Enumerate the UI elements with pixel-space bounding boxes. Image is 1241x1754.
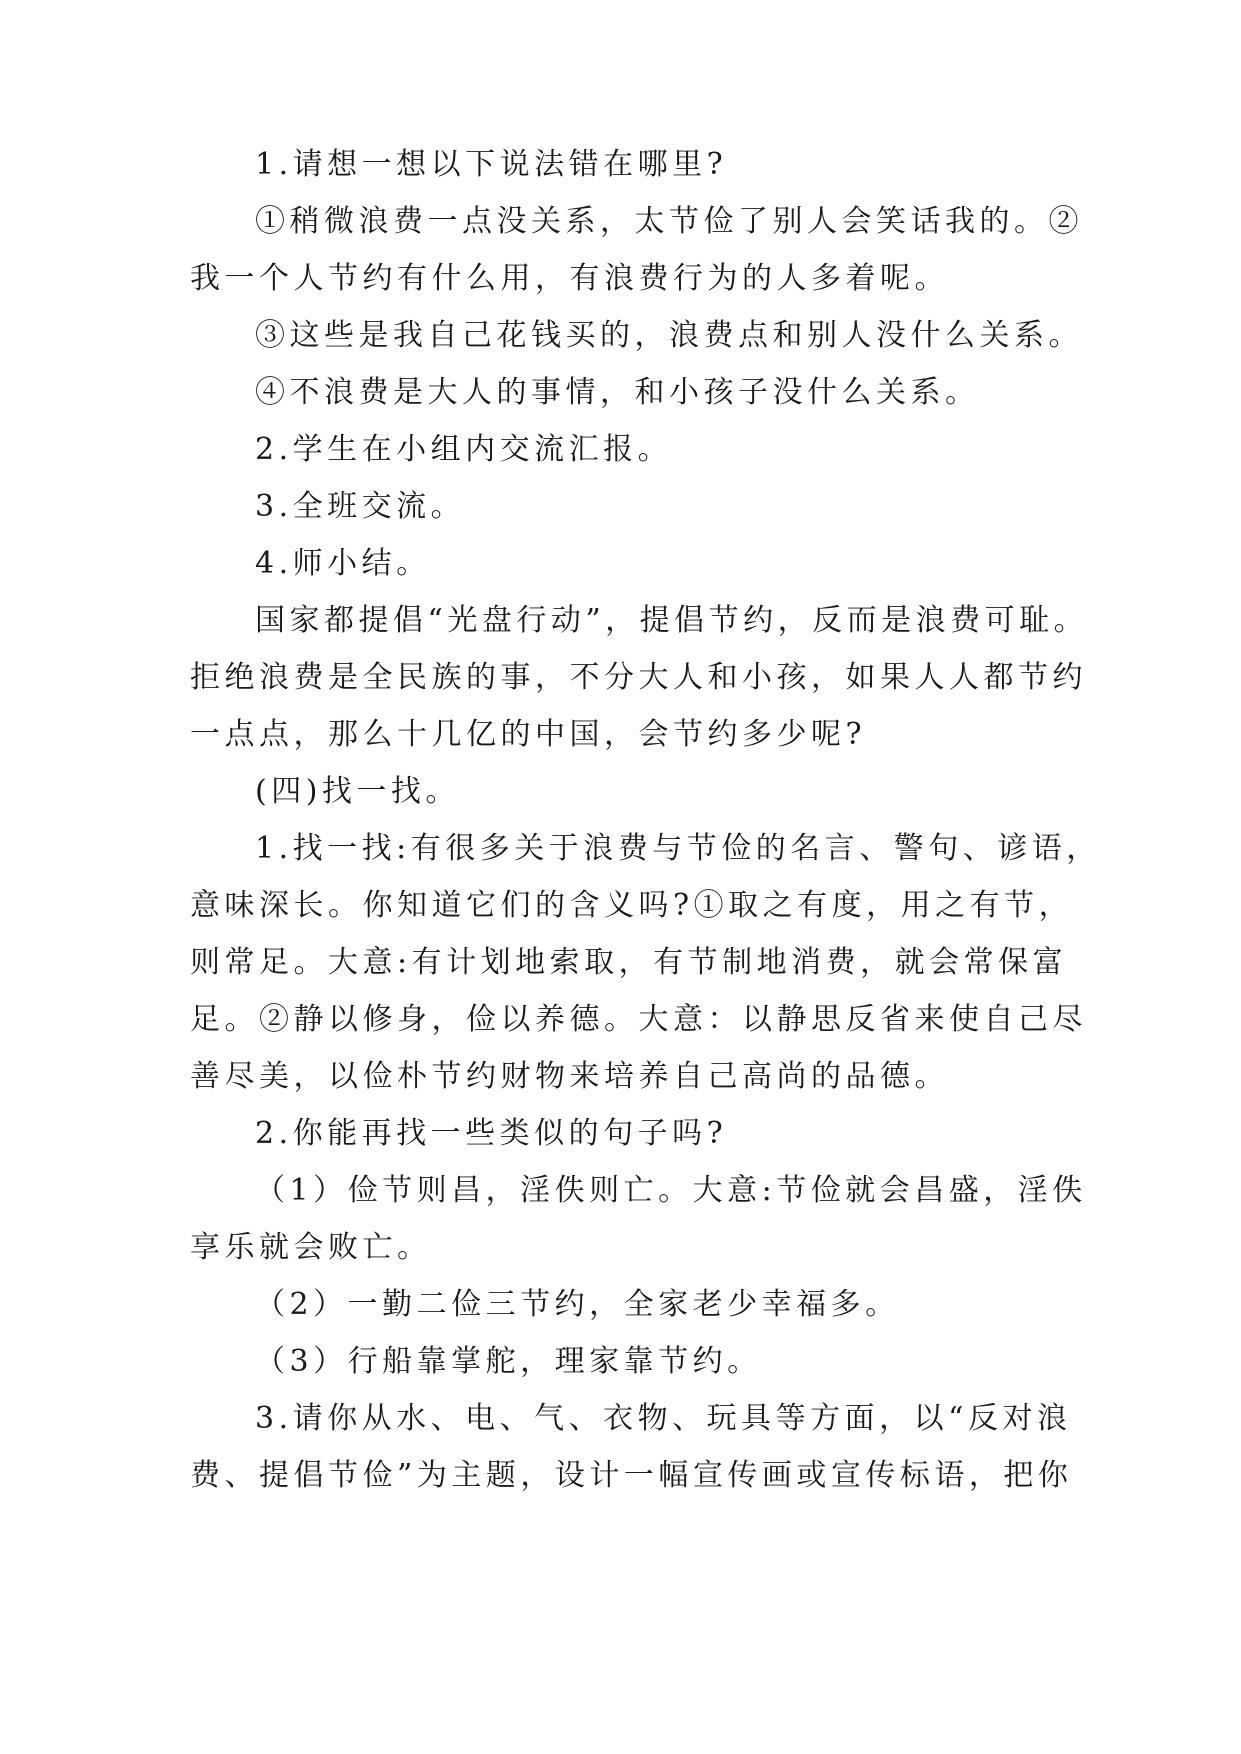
find-3-line-2: 费、提倡节俭”为主题，设计一幅宣传画或宣传标语，把你 <box>190 1458 1073 1493</box>
summary-line-1: 国家都提倡“光盘行动”，提倡节约，反而是浪费可耻。 <box>255 603 1089 638</box>
summary-line-3: 一点点，那么十几亿的中国，会节约多少呢? <box>190 717 867 752</box>
summary-line-2: 拒绝浪费是全民族的事，不分大人和小孩，如果人人都节约 <box>190 660 1087 695</box>
statement-4-line: ④不浪费是大人的事情，和小孩子没什么关系。 <box>255 375 980 410</box>
find-1-line-2: 意味深长。你知道它们的含义吗?①取之有度，用之有节， <box>190 888 1074 923</box>
proverb-3-line: （3）行船靠掌舵，理家靠节约。 <box>255 1344 762 1379</box>
find-1-line-5: 善尽美，以俭朴节约财物来培养自己高尚的品德。 <box>190 1059 949 1094</box>
section-heading: (四)找一找。 <box>255 774 460 809</box>
statement-3-line: ③这些是我自己花钱买的，浪费点和别人没什么关系。 <box>255 318 1083 353</box>
question-1-line: 1.请想一想以下说法错在哪里? <box>255 147 728 182</box>
statement-1-2-line: ①稍微浪费一点没关系，太节俭了别人会笑话我的。② <box>255 204 1083 239</box>
step-4-line: 4.师小结。 <box>255 546 431 581</box>
step-3-line: 3.全班交流。 <box>255 489 466 524</box>
find-1-line-1: 1.找一找:有很多关于浪费与节俭的名言、警句、谚语， <box>255 831 1101 866</box>
proverb-2-line: （2）一勤二俭三节约，全家老少幸福多。 <box>255 1287 900 1322</box>
find-1-line-3: 则常足。大意:有计划地索取，有节制地消费，就会常保富 <box>190 945 1068 980</box>
statement-2-cont-line: 我一个人节约有什么用，有浪费行为的人多着呢。 <box>190 261 949 296</box>
find-1-line-4: 足。②静以修身，俭以养德。大意：以静思反省来使自己尽 <box>190 1002 1087 1037</box>
step-2-line: 2.学生在小组内交流汇报。 <box>255 432 673 467</box>
find-3-line-1: 3.请你从水、电、气、衣物、玩具等方面，以“反对浪 <box>255 1401 1072 1436</box>
proverb-1-line-1: （1）俭节则昌，淫佚则亡。大意:节俭就会昌盛，淫佚 <box>255 1173 1087 1208</box>
proverb-1-line-2: 享乐就会败亡。 <box>190 1230 432 1265</box>
find-2-line: 2.你能再找一些类似的句子吗? <box>255 1116 728 1151</box>
